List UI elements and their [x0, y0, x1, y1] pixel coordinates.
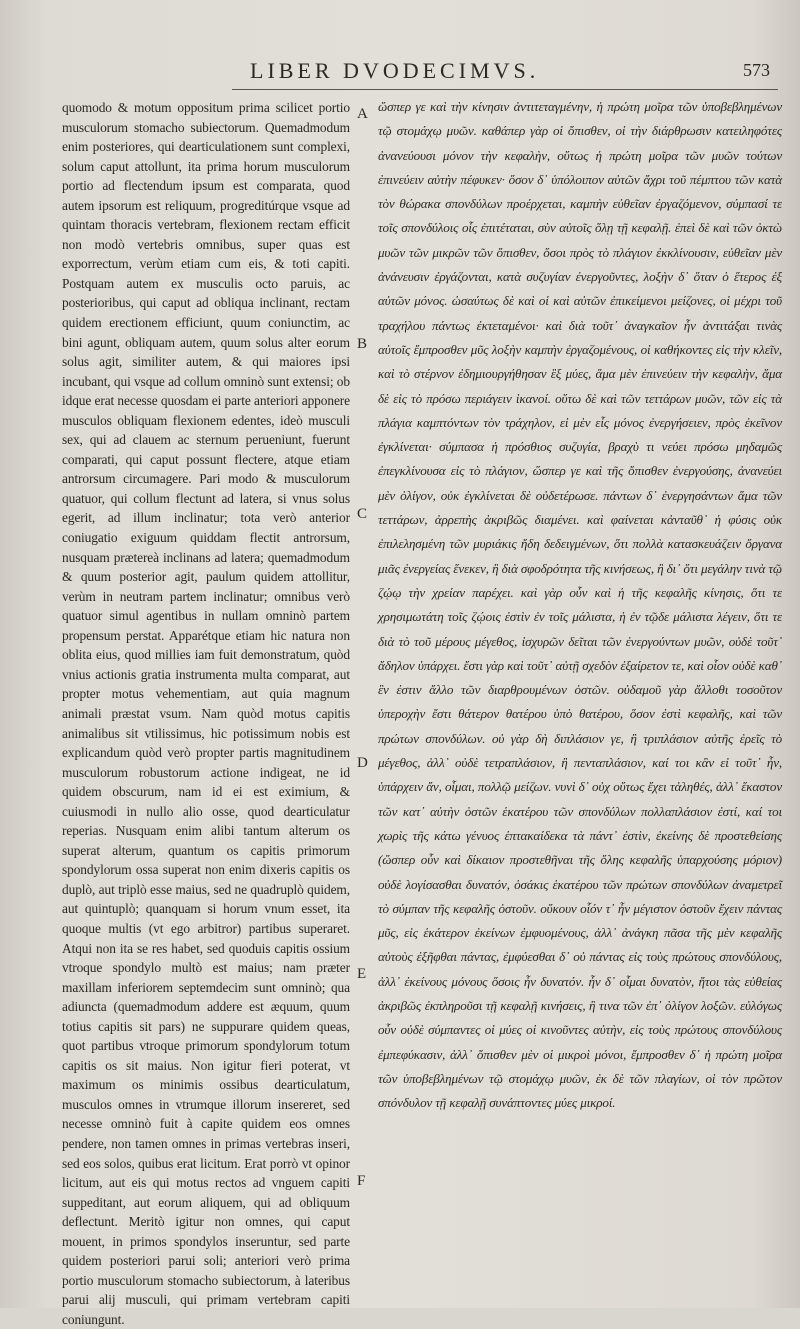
greek-text: ὥσπερ γε καὶ τὴν κίνησιν ἀντιτεταγμένην, ἡ πρώτη μοῖρα τῶν ὑποβεβλημένων τῷ στομάχῳ μυῶν. καθάπερ γὰρ οἱ ὄπισθεν, οἱ τὴν διάρθρωσιν κατειληφότες ἀνανεύουσι μόνον τὴν κεφαλὴν, οὕτως ἡ πρώτη μοῖρα τῶν μυῶν τούτων ἐπινεύειν αὐτὴν πέφυκεν· ὅσον δ᾽ ὑπόλοιπον αὐτῶν ἄχρι τοῦ πέμπτου τῶν κατὰ τὸν θώρακα σπονδύλων προέρχεται, καμπὴν εὐθεῖαν ἐργαζόμενον, σύμπασί τε τοῖς σπονδύλοις οἷς ἐπιτέταται, σὺν αὐτοῖς ὅλῃ τῇ κεφαλῇ. ἐπεὶ δὲ καὶ τῶν ὀκτὼ μυῶν τῶν μικρῶν τῶν ὄπισθεν, ὅσοι πρὸς τὸ πλάγιον ἐκκλίνουσιν, εὐθεῖαν μὲν ἀνάνευσιν ἐργάζονται, κατὰ συζυγίαν ἐνεργοῦντες, λοξὴν δ᾽ ὅταν ὁ ἕτερος ἐξ αὐτῶν μόνος. ὡσαύτως δὲ καὶ οἱ καὶ αὐτῶν ἐπικείμενοι μείζονες, οἱ μέχρι τοῦ τραχήλου πάντως ἐκτεταμένοι· καὶ διὰ τοῦτ᾽ ἀναγκαῖον ἦν ἀντιτάξαι τινὰς αὐτοῖς ἔμπροσθεν μῦς λοξὴν καμπὴν ἐργαζομένους, οἱ καθήκοντες εἰς τὴν κλεῖν, καὶ τὸ στέρνον ἐδημιουργήθησαν ἓξ μύες, ἅμα μὲν ἐπινεύειν τὴν κεφαλὴν, ἅμα δὲ εἰς τὸ πρόσω περιάγειν ἱκανοί. οὕτω δὲ καὶ τῶν τεττάρων μυῶν, τῶν εἰς τὰ πλάγια καμπτόντων τὸν τράχηλον, εἰ μὲν εἷς μόνος ἐνεργήσειεν, πρὸς ἐκεῖνον ἐγκλίνεται· σύμπασα ἡ πρόσθιος συζυγία, βραχὺ τι νεύει πρόσω μηδαμῶς ἐπεγκλίνουσα εἰς τὸ πλάγιον, ὥσπερ γε καὶ τῆς ὄπισθεν ἐνεργούσης, ἀνανεύει μὲν ὀλίγον, οὐκ ἐγκλίνεται δὲ οὐδετέρωσε. πάντων δ᾽ ἐνεργησάντων ἅμα τῶν τεττάρων, ἀρρεπὴς ἀκριβῶς διαμένει. καὶ φαίνεται κἀνταῦθ᾽ ἡ φύσις οὐκ ἐπιλελησμένη τῶν μυριάκις ἤδη δεδειγμένων, ὅτι πολλὰ κατασκευάζειν ὄργανα μιᾶς ἐνεργείας ἕνεκεν, ἢ διὰ σφοδρότητα τῆς κινήσεως, ἢ δι᾽ ὅτι μεγάλην τινὰ τῷ ζῴῳ τὴν χρείαν παρέχει. καὶ γὰρ οὖν καὶ ἡ τῆς κεφαλῆς κίνησις, ὅτι τε χρησιμωτάτη τοῖς ζῴοις ἐστὶν ἐν τοῖς μάλιστα, ἡ ἐν τῷδε μάλιστα λέγειν, ὅτι τε διὰ τὸ τοῦ μέρους μέγεθος, ἰσχυρῶν δεῖται τῶν ἐνεργούντων μυῶν, οὐδὲ τοῦτ᾽ ἄδηλον ὑπάρχει. ἔστι γὰρ καὶ τοῦτ᾽ αὐτῇ σχεδὸν ἐξαίρετον τε, καὶ οἷον οὐδὲ καθ᾽ ἓν ἐστιν ἄλλο τῶν διαρθρουμένων ὀστῶν. οὐδαμοῦ γὰρ ἄλλοθι τοσοῦτον ὑπεροχὴν ἔστι θάτερον θατέρου ὑπὸ θατέρου, ὅσον ἐστὶ κεφαλῆς, καὶ τῶν πρώτων σπονδύλων. οὐ γὰρ δὴ διπλάσιον γε, ἢ τριπλάσιον αὐτῆς ἐρεῖς τὸ μέγεθος, ἀλλ᾽ οὐδὲ τετραπλάσιον, ἢ πενταπλάσιον, καί τοι κἂν εἰ τοῦτ᾽ ἦν, ὑπάρχειν ἄν, οἶμαι, πολλῷ μείζων. νυνὶ δ᾽ οὐχ οὕτως ἔχει τἀληθές, ἀλλ᾽ ἕκαστον τῶν κατ᾽ αὐτὴν ὀστῶν ἑκατέρου τῶν σπονδύλων πολλαπλάσιον ἐστί, καί τοι χωρὶς τῆς κάτω γένυος ἑπτακαίδεκα τὰ πάντ᾽ ἐστὶν, ἐκείνης δὲ προστεθείσης (ὥσπερ οὖν καὶ δίκαιον προστεθῆναι τῆς ὅλης κεφαλῆς ὑπαρχούσης μόριον) οὐδὲ λογίσασθαι δυνατόν, ὁσάκις ἑκατέρου τῶν πρώτων σπονδύλων ἀναμετρεῖ τὸ σύμπαν τῆς κεφαλῆς ὀστοῦν. οὔκουν οἷόν τ᾽ ἦν μέγιστον ὀστοῦν ἔχειν πάντας μῦς, εἰς ἑκάτερον ἐκείνων ἐμφυομένους, ἀλλ᾽ ἀνάγκη πᾶσα τῆς μὲν κεφαλῆς αὐτοὺς ἐξῆφθαι πάντας, ἐμφύεσθαι δ᾽ οὐ πάντας εἰς τοὺς πρώτους σπονδύλους, ἀλλ᾽ ἐκείνους μόνους ὅσοις ἦν δυνατόν. ἦν δ᾽ οἶμαι δυνατὸν, ἤτοι τὰς εὐθείας ἀκριβῶς ἐκπληροῦσι τῇ κεφαλῇ κινήσεις, ἢ τινα τῶν ἐπ᾽ ὀλίγον λοξῶν. εὐλόγως οὖν οὐδὲ σύμπαντες οἱ μύες οἱ κινοῦντες αὐτὴν, εἰς τοὺς πρώτους σπονδύλους ἐμπεφύκασιν, ἀλλ᾽ ὄπισθεν μὲν οἱ μικροὶ μόνοι, ἔμπροσθεν δ᾽ ἡ πρώτη μοῖρα τῶν ὑποβεβλημένων τῷ στομάχῳ μυῶν, ἐκ δὲ τῶν πλαγίων, οἱ τὸν πρῶτον σπόνδυλον τῇ κεφαλῇ συνάπτοντες μύες μικροί. [378, 99, 782, 1111]
running-head: LIBER DVODECIMVS. [250, 58, 540, 83]
latin-text: quomodo & motum oppositum prima scilicet portio musculorum stomacho subiectorum. Quemadmodum enim posteriores, qui dearticulationem sunt complexi, solum caput attollunt, ita prima horum musculorum portio ad flectendum ipsum est comparata, quod autem ipsorum est reliquum, progreditúrque vsque ad quintam thoracis vertebram, flexionem rectam efficit non modò vertebris omnibus, super quas est exporrectum, verùm etiam cum eis, & toti capiti. Postquam autem ex musculis octo paruis, ac posterioribus, qui caput ad obliqua inclinant, rectam quidem erectionem efficiunt, quum coniunctim, ac bini agunt, obliquam autem, quum solus alter eorum solus agit, similiter autem, & qui maiores ipsi incubant, qui vsque ad collum omninò sunt extensi; ob idque erat necesse quosdam ei parte anteriori apponere musculos obliquam flexionem edentes, ideò musculi sex, qui ad clauem ac sternum perueniunt, fuerunt comparati, qui caput possunt flectere, atque etiam antrorsum circumagere. Pari modo & musculorum quatuor, qui collum flectunt ad latera, si vnus solus egerit, ad illum inclinatur; tota verò anterior coniugatio exiguum quiddam flectit antrorsum, nusquam prætereà inclinans ad latera; quemadmodum & quum posterior agit, paulum quidem attollitur, verùm in neutram partem inclinatur; omnibus verò quatuor simul agentibus in nullam omninò partem propensum perstat. Apparétque etiam hic natura non oblita eius, quod millies iam fuit demonstratum, quòd vnius actionis gratia instrumenta multa comparat, aut propter motus vehementiam, aut quia magnum animali præstat vsum. Nam quòd motus capitis animalibus sit vtilissimus, hic potissimum nobis est explicandum quòd verò propter partis magnitudinem musculorum robustorum actione indigeat, ne id quidem obscurum, nam id ei est eximium, & cuiusmodi in nullo alio osse, quod dearticulatur reperias. Nusquam enim alibi tantum alterum os superat alterum, quantum os capitis primorum spondylorum ossa superat non enim dixeris capitis os duplò, aut triplò esse maius, sed ne quadruplò quidem, aut quintuplò; quanquam si horum vnum esset, ita quoque multis (vt ego arbitror) partibus superaret. Atqui non ita se res habet, sed quoduis capitis ossium vtroque spondylo multò est maius; nam præter maxillam inferiorem septemdecim sunt omninò; qua adiuncta (quemadmodum addere est æquum, quum totius capitis sit pars) ne suppurare quidem queas, quot partibus vtroque primorum spondylorum totum capitis os sit maius. Non igitur fieri poterat, vt maximum os minimis ossibus dearticulatum, musculos omnes in vtrumque illorum insereret, sed necesse omninò fuit à capite quidem eos omnes pendere, non tamen omnes in primas vertebras inseri, sed eos solos, quibus erat licitum. Erat porrò vt opinor licitum, aut eis qui motus rectos ad vnguem capiti suppeditant, aut eorum aliquem, qui ad obliquum deflectunt. Meritò igitur non omnes, qui caput mouent, in primos spondylos inseruntur, sed parte quidem posteriori parui soli; anteriori verò prima portio musculorum stomacho subiectorum, à lateribus parui alij musculi, qui primam vertebram capiti coniungunt. [62, 100, 350, 1327]
page-header [0, 58, 800, 94]
margin-letter-f: F [357, 1173, 366, 1189]
margin-letter-b: B [357, 336, 368, 352]
header-rule [232, 89, 778, 90]
margin-letter-a: A [357, 106, 368, 122]
page-number: 573 [743, 60, 770, 80]
margin-letter-d: D [357, 755, 368, 771]
latin-column [62, 98, 350, 1329]
margin-letter-c: C [357, 506, 368, 522]
greek-column [378, 95, 782, 1115]
margin-letter-e: E [357, 966, 367, 982]
